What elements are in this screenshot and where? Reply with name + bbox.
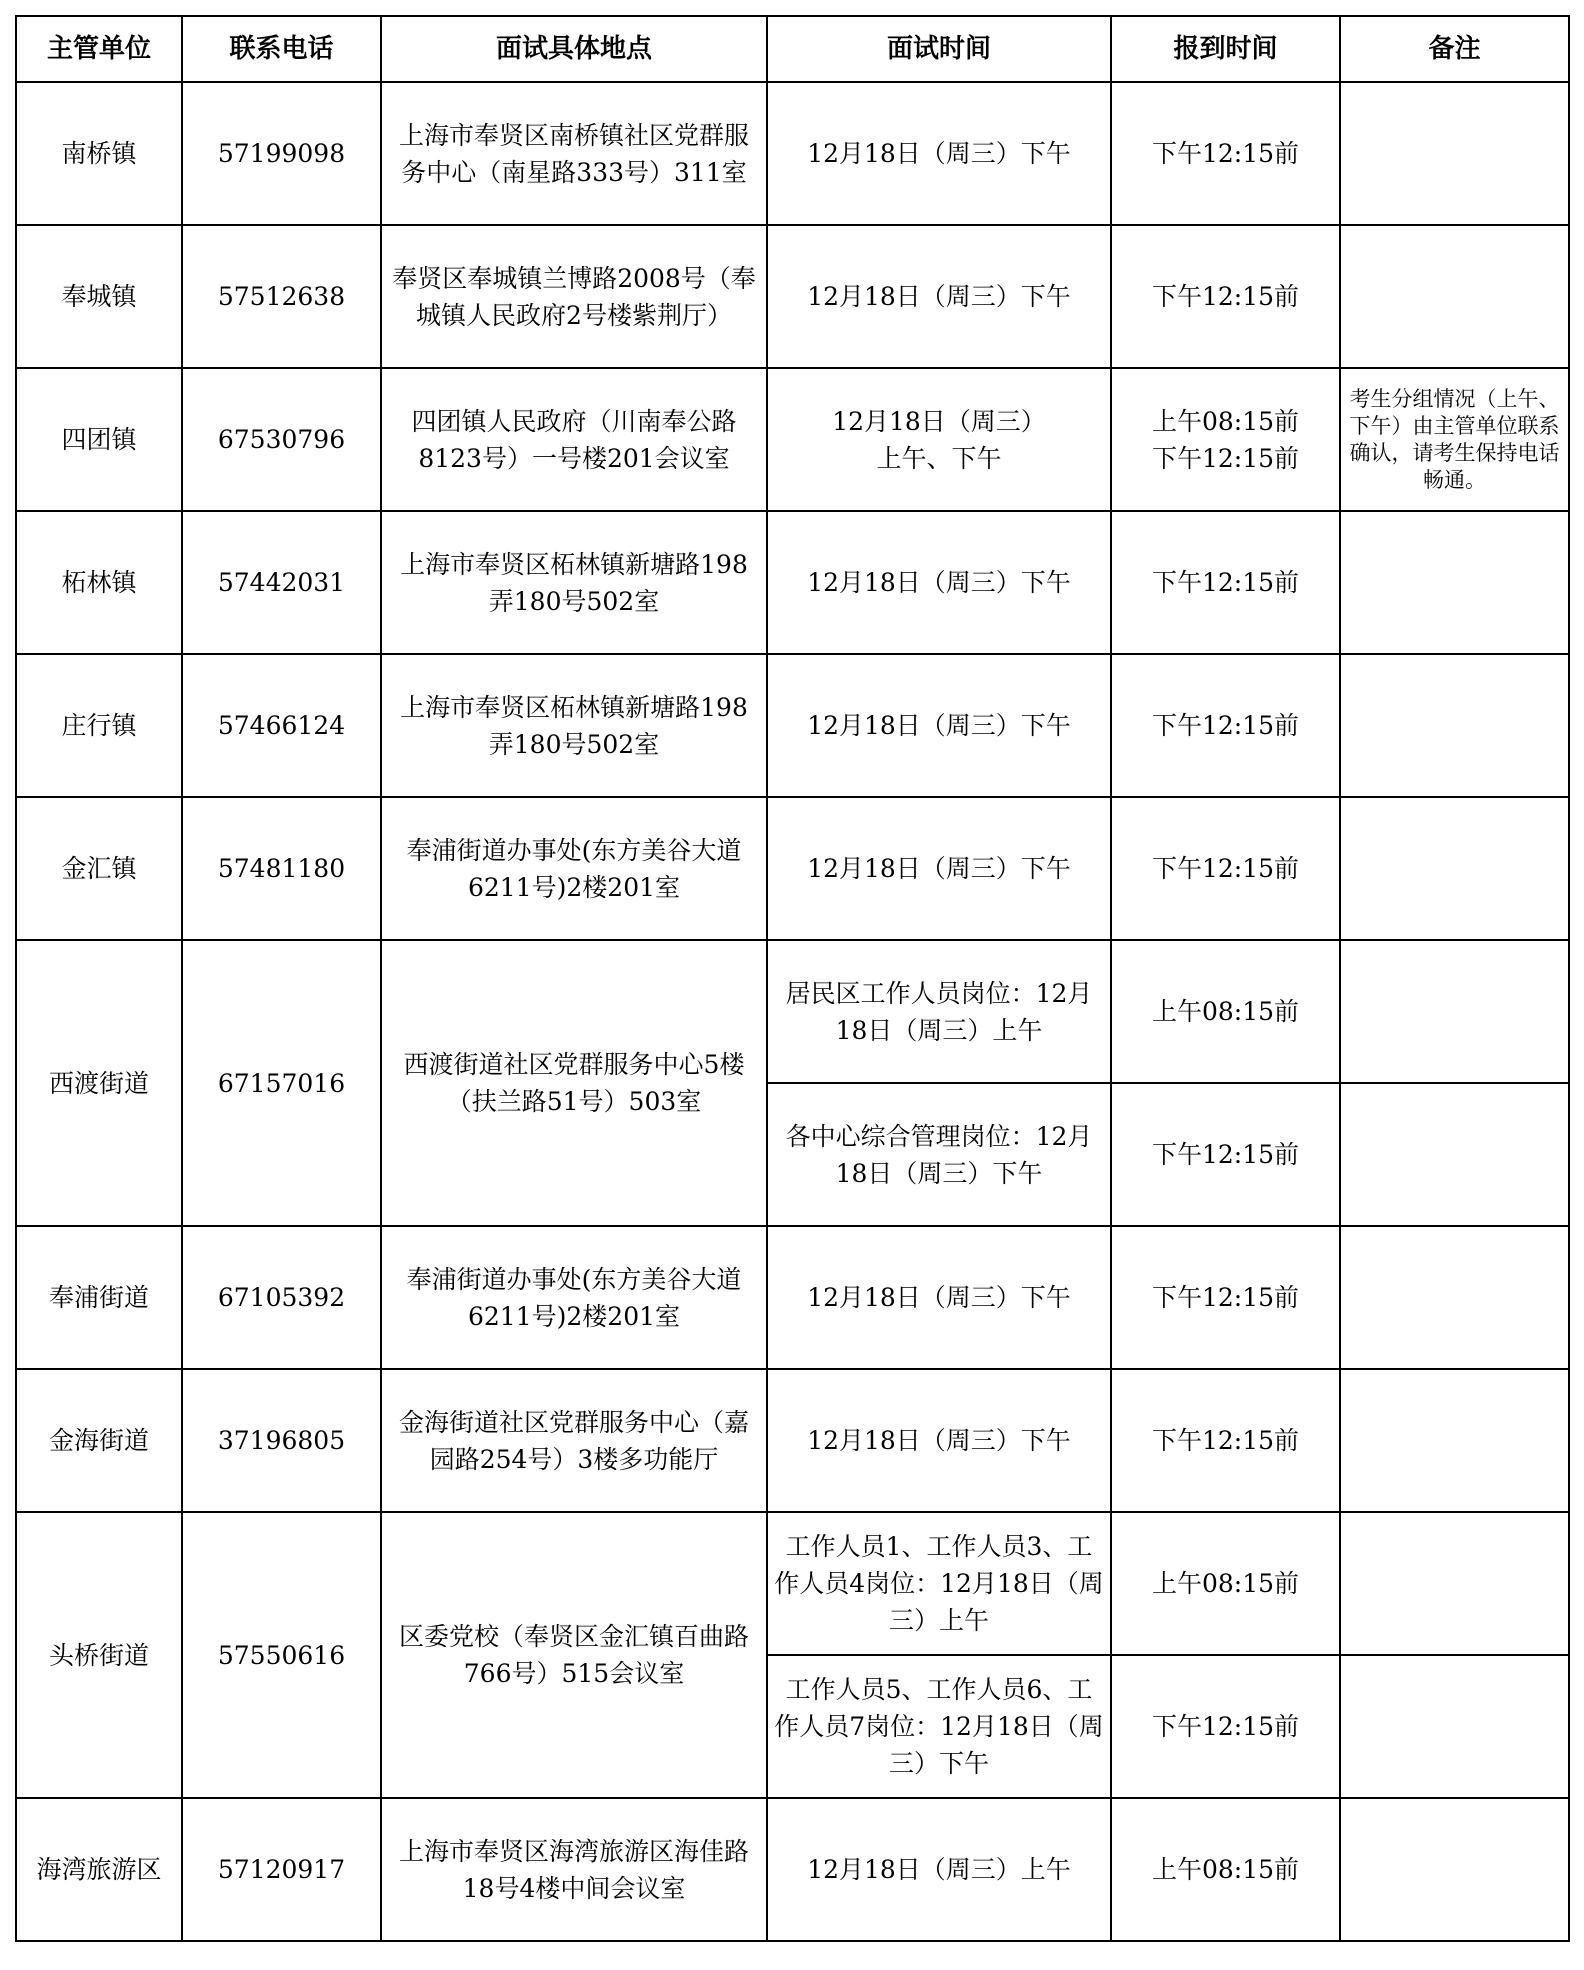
phone-cell: 57481180 <box>182 797 381 940</box>
unit-cell: 南桥镇 <box>16 82 182 225</box>
header-checkin-time: 报到时间 <box>1111 16 1340 82</box>
interview-schedule-table <box>15 15 1570 1942</box>
header-interview-time: 面试时间 <box>767 16 1111 82</box>
checkin-time-cell: 上午08:15前 <box>1111 1798 1340 1941</box>
interview-time-cell: 12月18日（周三）下午 <box>767 654 1111 797</box>
checkin-time-cell: 上午08:15前 <box>1111 1512 1340 1655</box>
interview-time-cell: 12月18日（周三） 上午、下午 <box>767 368 1111 511</box>
table-row <box>16 225 1569 368</box>
note-cell <box>1340 1369 1569 1512</box>
table-row <box>16 797 1569 940</box>
location-cell: 奉浦街道办事处(东方美谷大道6211号)2楼201室 <box>381 1226 767 1369</box>
location-cell: 奉贤区奉城镇兰博路2008号（奉城镇人民政府2号楼紫荆厅） <box>381 225 767 368</box>
interview-time-cell: 12月18日（周三）下午 <box>767 1369 1111 1512</box>
checkin-time-cell: 下午12:15前 <box>1111 225 1340 368</box>
phone-cell: 57120917 <box>182 1798 381 1941</box>
interview-time-cell: 工作人员5、工作人员6、工作人员7岗位：12月18日（周三）下午 <box>767 1655 1111 1798</box>
checkin-time-cell: 下午12:15前 <box>1111 654 1340 797</box>
note-cell: 考生分组情况（上午、下午）由主管单位联系确认，请考生保持电话畅通。 <box>1340 368 1569 511</box>
table-row <box>16 1798 1569 1941</box>
location-cell: 上海市奉贤区海湾旅游区海佳路18号4楼中间会议室 <box>381 1798 767 1941</box>
interview-time-cell: 12月18日（周三）下午 <box>767 82 1111 225</box>
checkin-time-cell: 上午08:15前 下午12:15前 <box>1111 368 1340 511</box>
note-cell <box>1340 82 1569 225</box>
table-row <box>16 511 1569 654</box>
note-cell <box>1340 511 1569 654</box>
checkin-time-cell: 下午12:15前 <box>1111 1655 1340 1798</box>
note-cell <box>1340 1083 1569 1226</box>
phone-cell: 57466124 <box>182 654 381 797</box>
phone-cell: 57199098 <box>182 82 381 225</box>
note-cell <box>1340 940 1569 1083</box>
phone-cell: 57442031 <box>182 511 381 654</box>
note-cell <box>1340 1798 1569 1941</box>
unit-cell: 奉城镇 <box>16 225 182 368</box>
location-cell: 上海市奉贤区柘林镇新塘路198弄180号502室 <box>381 511 767 654</box>
phone-cell: 67530796 <box>182 368 381 511</box>
interview-time-cell: 12月18日（周三）下午 <box>767 797 1111 940</box>
location-cell: 奉浦街道办事处(东方美谷大道6211号)2楼201室 <box>381 797 767 940</box>
unit-cell: 头桥街道 <box>16 1512 182 1798</box>
checkin-time-cell: 下午12:15前 <box>1111 1369 1340 1512</box>
note-cell <box>1340 1226 1569 1369</box>
interview-time-cell: 居民区工作人员岗位：12月18日（周三）上午 <box>767 940 1111 1083</box>
unit-cell: 柘林镇 <box>16 511 182 654</box>
unit-cell: 奉浦街道 <box>16 1226 182 1369</box>
header-row <box>16 16 1569 82</box>
unit-cell: 金汇镇 <box>16 797 182 940</box>
unit-cell: 庄行镇 <box>16 654 182 797</box>
checkin-time-cell: 上午08:15前 <box>1111 940 1340 1083</box>
unit-cell: 海湾旅游区 <box>16 1798 182 1941</box>
phone-cell: 37196805 <box>182 1369 381 1512</box>
table-row <box>16 82 1569 225</box>
interview-time-cell: 12月18日（周三）上午 <box>767 1798 1111 1941</box>
header-unit: 主管单位 <box>16 16 182 82</box>
header-location: 面试具体地点 <box>381 16 767 82</box>
location-cell: 上海市奉贤区柘林镇新塘路198弄180号502室 <box>381 654 767 797</box>
header-note: 备注 <box>1340 16 1569 82</box>
location-cell: 四团镇人民政府（川南奉公路8123号）一号楼201会议室 <box>381 368 767 511</box>
location-cell: 区委党校（奉贤区金汇镇百曲路766号）515会议室 <box>381 1512 767 1798</box>
checkin-time-cell: 下午12:15前 <box>1111 511 1340 654</box>
location-cell: 西渡街道社区党群服务中心5楼（扶兰路51号）503室 <box>381 940 767 1226</box>
interview-time-cell: 12月18日（周三）下午 <box>767 225 1111 368</box>
checkin-time-cell: 下午12:15前 <box>1111 1226 1340 1369</box>
phone-cell: 57512638 <box>182 225 381 368</box>
note-cell <box>1340 225 1569 368</box>
table-row <box>16 1369 1569 1512</box>
phone-cell: 67157016 <box>182 940 381 1226</box>
note-cell <box>1340 1655 1569 1798</box>
note-cell <box>1340 654 1569 797</box>
location-cell: 金海街道社区党群服务中心（嘉园路254号）3楼多功能厅 <box>381 1369 767 1512</box>
table-row <box>16 940 1569 1083</box>
unit-cell: 四团镇 <box>16 368 182 511</box>
phone-cell: 67105392 <box>182 1226 381 1369</box>
interview-time-cell: 12月18日（周三）下午 <box>767 511 1111 654</box>
checkin-time-cell: 下午12:15前 <box>1111 1083 1340 1226</box>
location-cell: 上海市奉贤区南桥镇社区党群服务中心（南星路333号）311室 <box>381 82 767 225</box>
checkin-time-cell: 下午12:15前 <box>1111 797 1340 940</box>
note-cell <box>1340 797 1569 940</box>
table-row <box>16 654 1569 797</box>
header-phone: 联系电话 <box>182 16 381 82</box>
interview-time-cell: 工作人员1、工作人员3、工作人员4岗位：12月18日（周三）上午 <box>767 1512 1111 1655</box>
table-row <box>16 1226 1569 1369</box>
table-row <box>16 1512 1569 1655</box>
interview-time-cell: 12月18日（周三）下午 <box>767 1226 1111 1369</box>
unit-cell: 西渡街道 <box>16 940 182 1226</box>
interview-time-cell: 各中心综合管理岗位：12月18日（周三）下午 <box>767 1083 1111 1226</box>
unit-cell: 金海街道 <box>16 1369 182 1512</box>
table-row <box>16 368 1569 511</box>
checkin-time-cell: 下午12:15前 <box>1111 82 1340 225</box>
note-cell <box>1340 1512 1569 1655</box>
phone-cell: 57550616 <box>182 1512 381 1798</box>
